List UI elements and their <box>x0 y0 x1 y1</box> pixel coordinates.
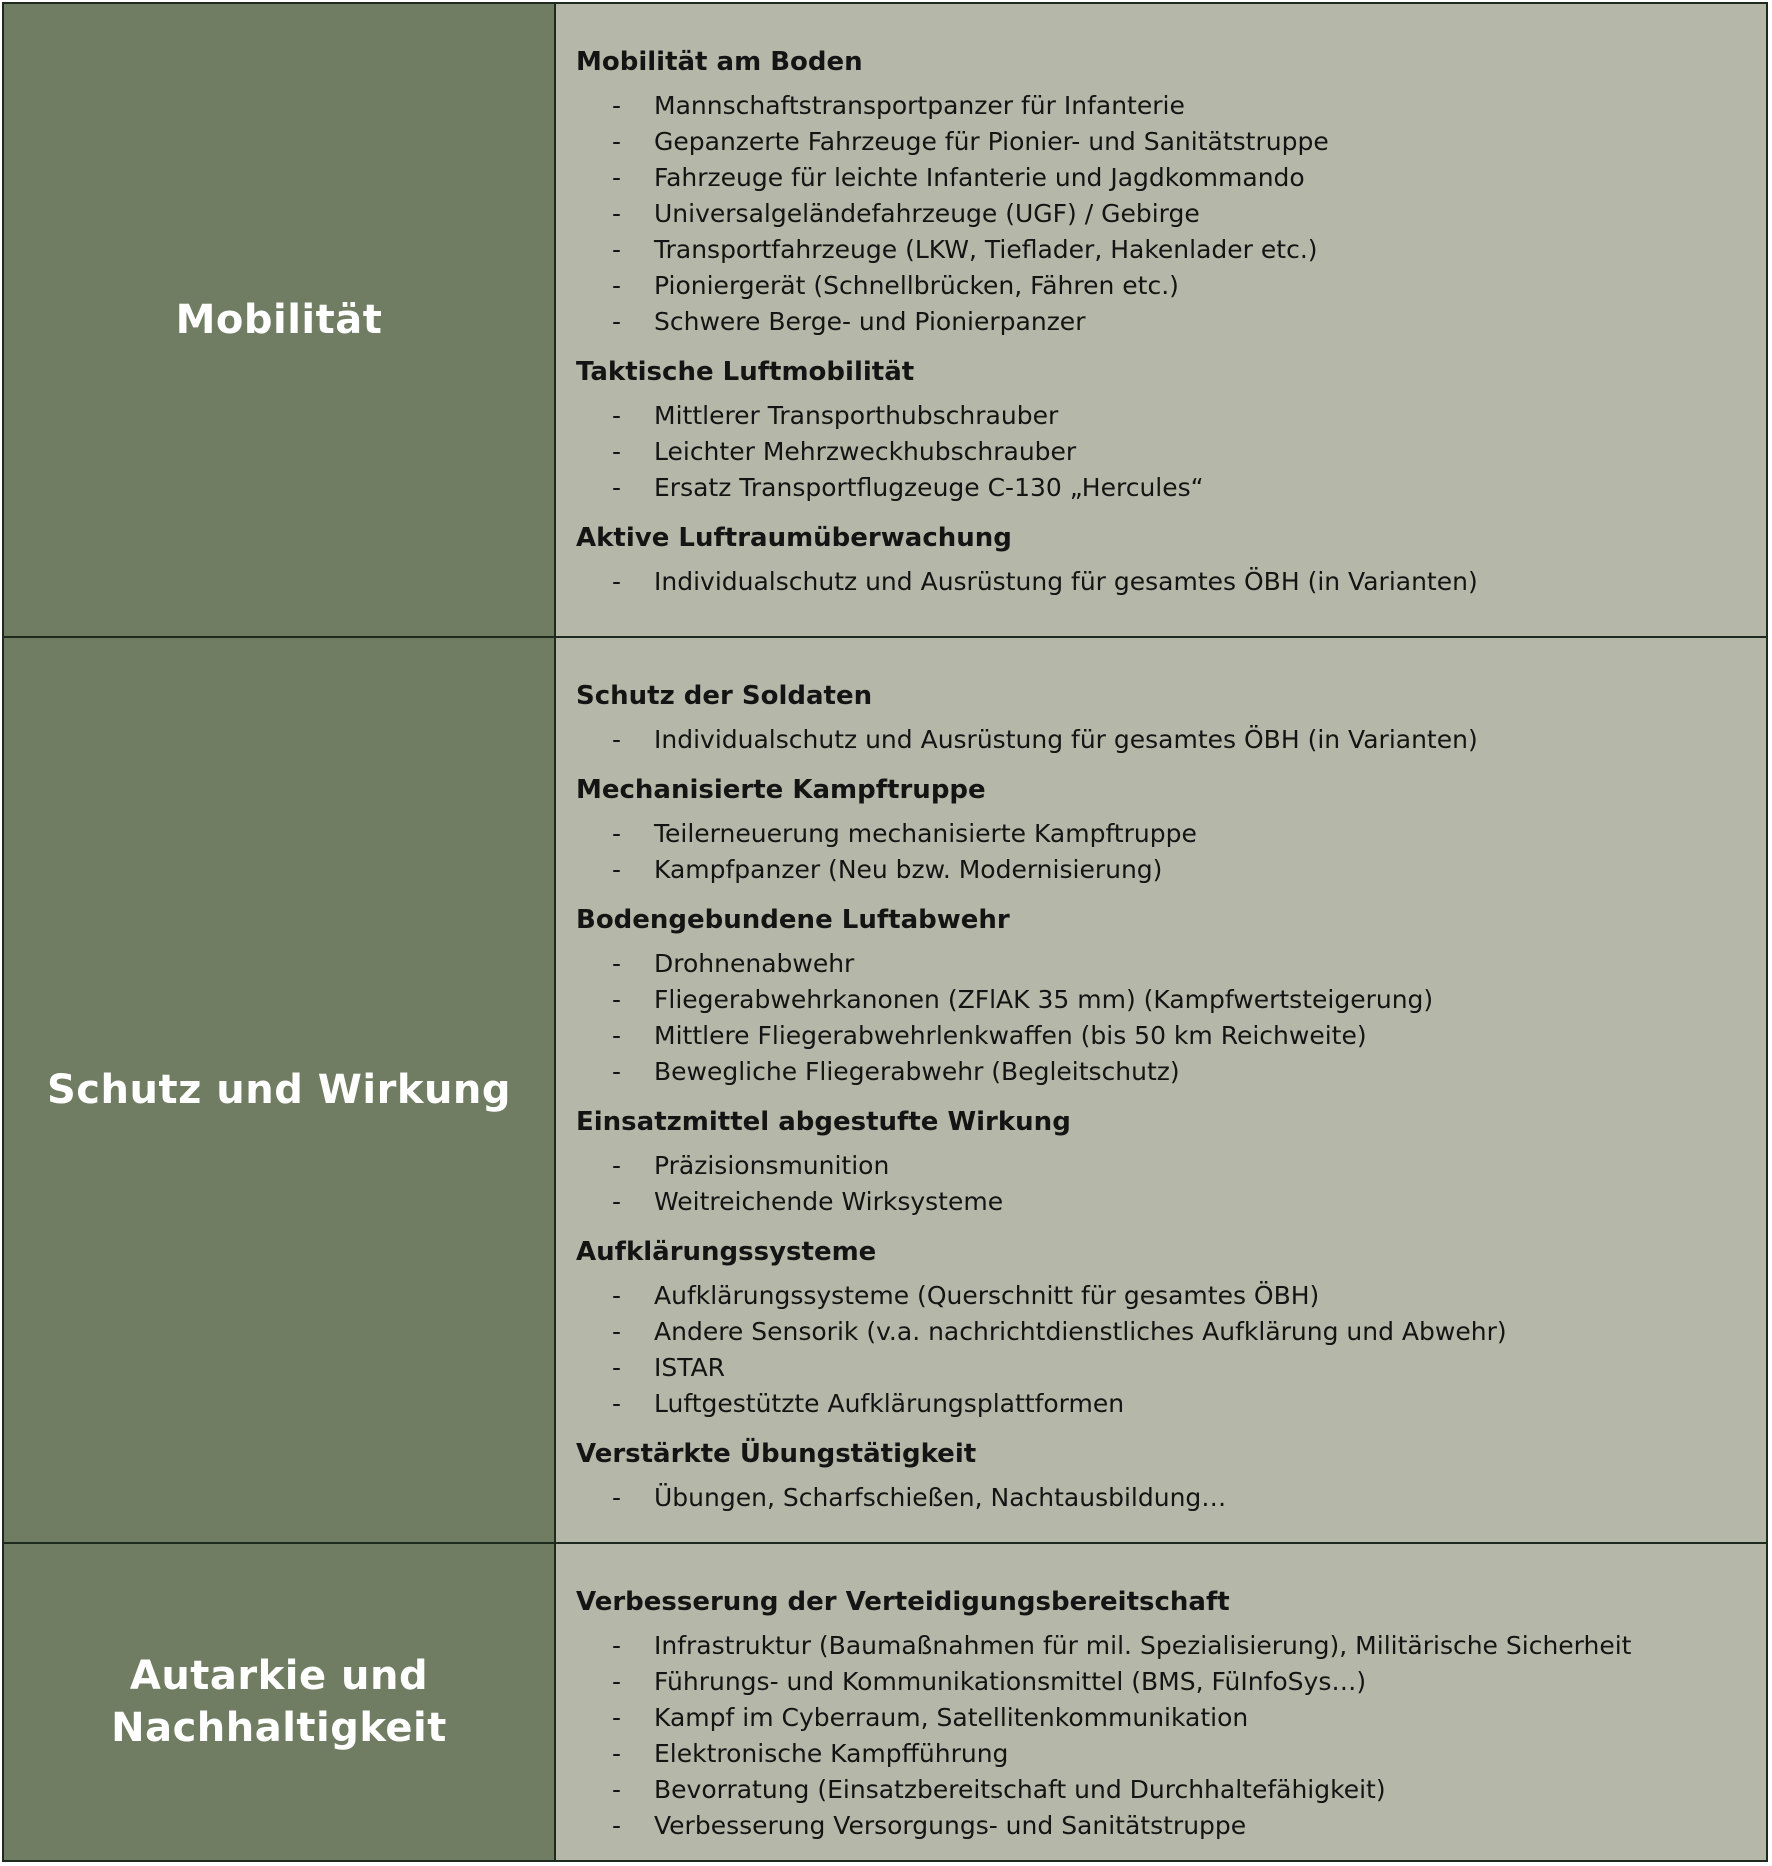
list-item: - Führungs- und Kommunikationsmittel (BMS, FüInfoSys…) <box>612 1667 1367 1696</box>
list-item: - ISTAR <box>612 1353 726 1382</box>
list-item: - Präzisionsmunition <box>612 1151 890 1180</box>
category-cell <box>4 638 556 1542</box>
list-item: - Drohnenabwehr <box>612 949 855 978</box>
category-cell <box>4 4 556 636</box>
category-label: Schutz und Wirkung <box>46 1067 512 1113</box>
list-item: - Infrastruktur (Baumaßnahmen für mil. Spezialisierung), Militärische Sicherheit <box>612 1631 1632 1660</box>
section-heading: Aufklärungssysteme <box>576 1237 877 1267</box>
section-heading: Verbesserung der Verteidigungsbereitschaft <box>576 1587 1230 1617</box>
item-list <box>576 946 1766 1090</box>
list-item: - Fahrzeuge für leichte Infanterie und Jagdkommando <box>612 163 1305 192</box>
section <box>576 1104 1766 1220</box>
section <box>576 902 1766 1090</box>
section-heading: Mechanisierte Kampftruppe <box>576 775 986 805</box>
list-item: - Individualschutz und Ausrüstung für gesamtes ÖBH (in Varianten) <box>612 567 1478 596</box>
content-cell <box>556 638 1766 1542</box>
list-item: - Fliegerabwehrkanonen (ZFlAK 35 mm) (Kampfwertsteigerung) <box>612 985 1434 1014</box>
list-item: - Verbesserung Versorgungs- und Sanitätstruppe <box>612 1811 1247 1840</box>
section <box>576 678 1766 758</box>
item-list <box>576 722 1766 758</box>
list-item: - Universalgeländefahrzeuge (UGF) / Gebirge <box>612 199 1200 228</box>
item-list <box>576 1278 1766 1422</box>
section-heading: Schutz der Soldaten <box>576 681 873 711</box>
category-label: Mobilität <box>175 297 383 343</box>
item-list <box>576 564 1766 600</box>
list-item: - Gepanzerte Fahrzeuge für Pionier- und Sanitätstruppe <box>612 127 1329 156</box>
section <box>576 1584 1766 1844</box>
list-item: - Individualschutz und Ausrüstung für gesamtes ÖBH (in Varianten) <box>612 725 1478 754</box>
list-item: - Weitreichende Wirksysteme <box>612 1187 1004 1216</box>
list-item: - Mittlere Fliegerabwehrlenkwaffen (bis 50 km Reichweite) <box>612 1021 1367 1050</box>
list-item: - Elektronische Kampfführung <box>612 1739 1009 1768</box>
list-item: - Leichter Mehrzweckhubschrauber <box>612 437 1077 466</box>
table-row-schutz-und-wirkung <box>4 638 1766 1544</box>
section-heading: Bodengebundene Luftabwehr <box>576 905 1010 935</box>
list-item: - Übungen, Scharfschießen, Nachtausbildung… <box>612 1483 1227 1512</box>
list-item: - Andere Sensorik (v.a. nachrichtdienstliches Aufklärung und Abwehr) <box>612 1317 1507 1346</box>
item-list <box>576 816 1766 888</box>
list-item: - Aufklärungssysteme (Querschnitt für gesamtes ÖBH) <box>612 1281 1320 1310</box>
section-heading: Taktische Luftmobilität <box>576 357 915 387</box>
content-cell <box>556 1544 1766 1860</box>
section-heading: Mobilität am Boden <box>576 47 863 77</box>
item-list <box>576 398 1766 506</box>
list-item: - Pioniergerät (Schnellbrücken, Fähren etc.) <box>612 271 1179 300</box>
section <box>576 44 1766 340</box>
list-item: - Kampfpanzer (Neu bzw. Modernisierung) <box>612 855 1163 884</box>
item-list <box>576 88 1766 340</box>
section <box>576 1234 1766 1422</box>
section <box>576 1436 1766 1516</box>
content-cell <box>556 4 1766 636</box>
list-item: - Mittlerer Transporthubschrauber <box>612 401 1059 430</box>
list-item: - Ersatz Transportflugzeuge C-130 „Hercules“ <box>612 473 1204 502</box>
section-heading: Aktive Luftraumüberwachung <box>576 523 1012 553</box>
list-item: - Teilerneuerung mechanisierte Kampftruppe <box>612 819 1197 848</box>
list-item: - Bewegliche Fliegerabwehr (Begleitschutz) <box>612 1057 1180 1086</box>
item-list <box>576 1628 1766 1844</box>
list-item: - Mannschaftstransportpanzer für Infanterie <box>612 91 1185 120</box>
list-item: - Bevorratung (Einsatzbereitschaft und Durchhaltefähigkeit) <box>612 1775 1386 1804</box>
category-label: Autarkie und Nachhaltigkeit <box>111 1653 447 1751</box>
table-row-autarkie-und-nachhaltigkeit <box>4 1544 1766 1860</box>
list-item: - Kampf im Cyberraum, Satellitenkommunikation <box>612 1703 1249 1732</box>
list-item: - Schwere Berge- und Pionierpanzer <box>612 307 1086 336</box>
table-row-mobilitaet <box>4 4 1766 638</box>
capability-table <box>2 2 1768 1862</box>
section <box>576 772 1766 888</box>
item-list <box>576 1480 1766 1516</box>
section-heading: Verstärkte Übungstätigkeit <box>576 1439 977 1469</box>
list-item: - Transportfahrzeuge (LKW, Tieflader, Hakenlader etc.) <box>612 235 1318 264</box>
section <box>576 520 1766 600</box>
item-list <box>576 1148 1766 1220</box>
category-cell <box>4 1544 556 1860</box>
section-heading: Einsatzmittel abgestufte Wirkung <box>576 1107 1071 1137</box>
list-item: - Luftgestützte Aufklärungsplattformen <box>612 1389 1125 1418</box>
section <box>576 354 1766 506</box>
